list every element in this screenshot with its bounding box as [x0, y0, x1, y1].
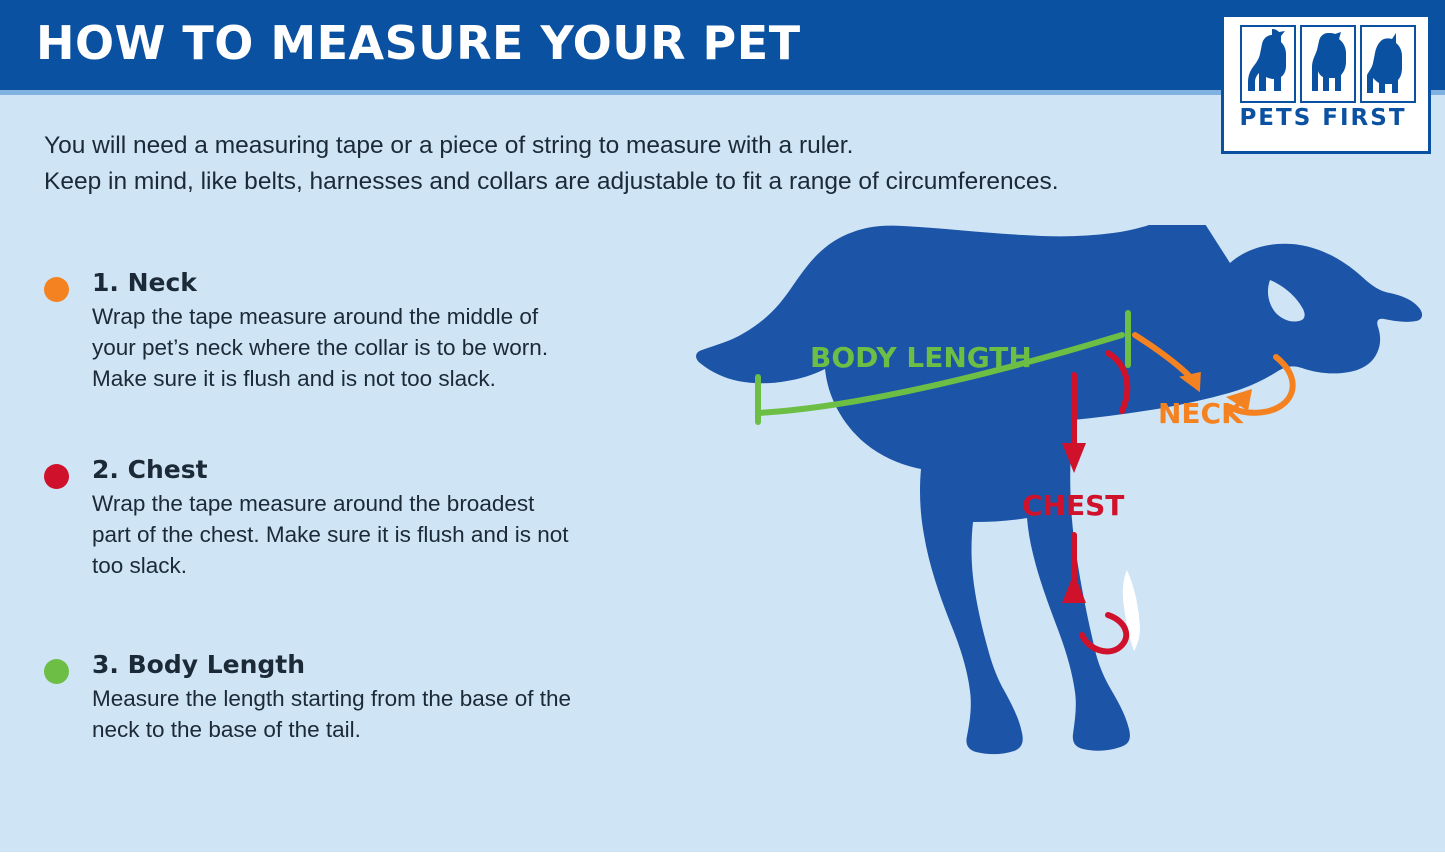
intro-text	[44, 128, 1224, 200]
dog-sitting-icon	[1240, 25, 1296, 103]
step-neck-line-1: Wrap the tape measure around the middle of	[92, 304, 539, 329]
step-body-length-title: 3. Body Length	[92, 650, 306, 679]
step-neck-title: 1. Neck	[92, 268, 197, 297]
step-chest	[44, 455, 644, 581]
dog-measurement-diagram	[630, 225, 1430, 850]
body-length-label-text: BODY LENGTH	[810, 341, 1032, 374]
bottom-strip	[0, 852, 1445, 860]
step-body-length-line-1: Measure the length starting from the base of the	[92, 686, 572, 711]
page-title: HOW TO MEASURE YOUR PET	[36, 16, 801, 70]
logo-inner	[1230, 23, 1428, 151]
chest-label-text: CHEST	[1022, 489, 1125, 522]
step-neck-bullet	[44, 277, 69, 302]
step-body-length-bullet	[44, 659, 69, 684]
step-body-length-body	[92, 683, 652, 745]
step-neck	[44, 268, 644, 394]
brand-logo	[1221, 14, 1431, 154]
step-neck-line-2: your pet’s neck where the collar is to be worn.	[92, 335, 549, 360]
step-chest-title: 2. Chest	[92, 455, 208, 484]
brand-name: PETS FIRST	[1239, 105, 1407, 131]
step-chest-line-2: part of the chest. Make sure it is flush and is not	[92, 522, 569, 547]
step-body-length	[44, 650, 644, 745]
neck-label-text: NECK	[1158, 397, 1243, 430]
step-chest-body	[92, 488, 652, 581]
dog-alert-icon	[1360, 25, 1416, 103]
step-neck-body	[92, 301, 652, 394]
intro-line-2: Keep in mind, like belts, harnesses and collars are adjustable to fit a range of circumferences.	[44, 168, 1059, 195]
step-neck-line-3: Make sure it is flush and is not too slack.	[92, 366, 496, 391]
dog-standing-icon	[1300, 25, 1356, 103]
step-body-length-line-2: neck to the base of the tail.	[92, 717, 361, 742]
intro-line-1: You will need a measuring tape or a piece of string to measure with a ruler.	[44, 132, 854, 159]
step-chest-bullet	[44, 464, 69, 489]
step-chest-line-1: Wrap the tape measure around the broadest	[92, 491, 535, 516]
step-chest-line-3: too slack.	[92, 553, 188, 578]
